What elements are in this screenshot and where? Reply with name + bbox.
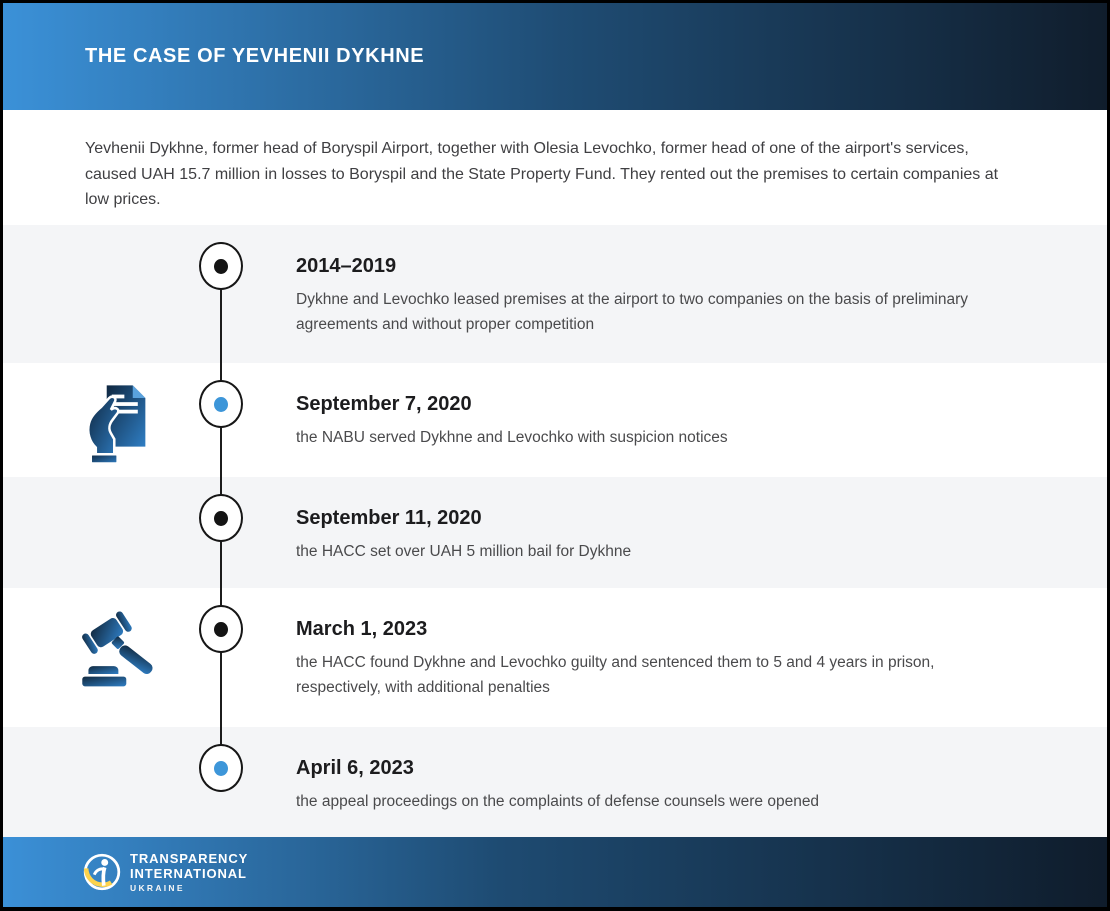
timeline-node (199, 744, 243, 792)
event-description: Dykhne and Levochko leased premises at the airport to two companies on the basis of preliminary agreements and without proper competition (296, 291, 969, 333)
timeline-row-mar-1-2023 (3, 588, 1107, 727)
footer-banner (3, 837, 1107, 907)
suspicion-notice-document-icon (79, 381, 163, 467)
event-description: the HACC set over UAH 5 million bail for Dykhne (296, 543, 632, 560)
timeline-row-sep-11-2020 (3, 477, 1107, 588)
transparency-international-logo (82, 851, 248, 893)
timeline-dot (214, 511, 228, 526)
event-date: April 6, 2023 (296, 757, 414, 779)
page-title: THE CASE OF YEVHENII DYKHNE (85, 45, 425, 67)
event-description: the NABU served Dykhne and Levochko with suspicion notices (296, 429, 728, 446)
event-date: March 1, 2023 (296, 618, 428, 640)
timeline (3, 225, 1107, 837)
logo-line-3: UKRAINE (130, 883, 185, 893)
timeline-node (199, 494, 243, 542)
timeline-dot (214, 259, 228, 274)
timeline-row-2014-2019 (3, 225, 1107, 363)
logo-line-1: TRANSPARENCY (130, 851, 249, 866)
timeline-row-sep-7-2020 (3, 363, 1107, 477)
event-date: September 7, 2020 (296, 393, 472, 415)
logo-line-2: INTERNATIONAL (130, 866, 247, 881)
timeline-dot (214, 622, 228, 637)
intro-section (3, 110, 1107, 225)
event-date: September 11, 2020 (296, 507, 482, 529)
timeline-node (199, 242, 243, 290)
timeline-row-apr-6-2023 (3, 727, 1107, 837)
intro-text: Yevhenii Dykhne, former head of Boryspil Airport, together with Olesia Levochko, former head of one of the airport's services, caused UAH 15.7 million in losses to Boryspil and the State Property Fund. They rented out the premises to certain companies at low prices. (85, 140, 999, 208)
event-description: the appeal proceedings on the complaints of defense counsels were opened (296, 793, 820, 810)
timeline-dot (214, 397, 228, 412)
gavel-icon (75, 608, 167, 696)
timeline-node (199, 380, 243, 428)
event-description: the HACC found Dykhne and Levochko guilty and sentenced them to 5 and 4 years in prison, respectively, with additional penalties (296, 654, 935, 696)
globe-figure-logo-icon (82, 852, 122, 892)
timeline-dot (214, 761, 228, 776)
header-banner (3, 3, 1107, 110)
event-date: 2014–2019 (296, 255, 397, 277)
timeline-node (199, 605, 243, 653)
